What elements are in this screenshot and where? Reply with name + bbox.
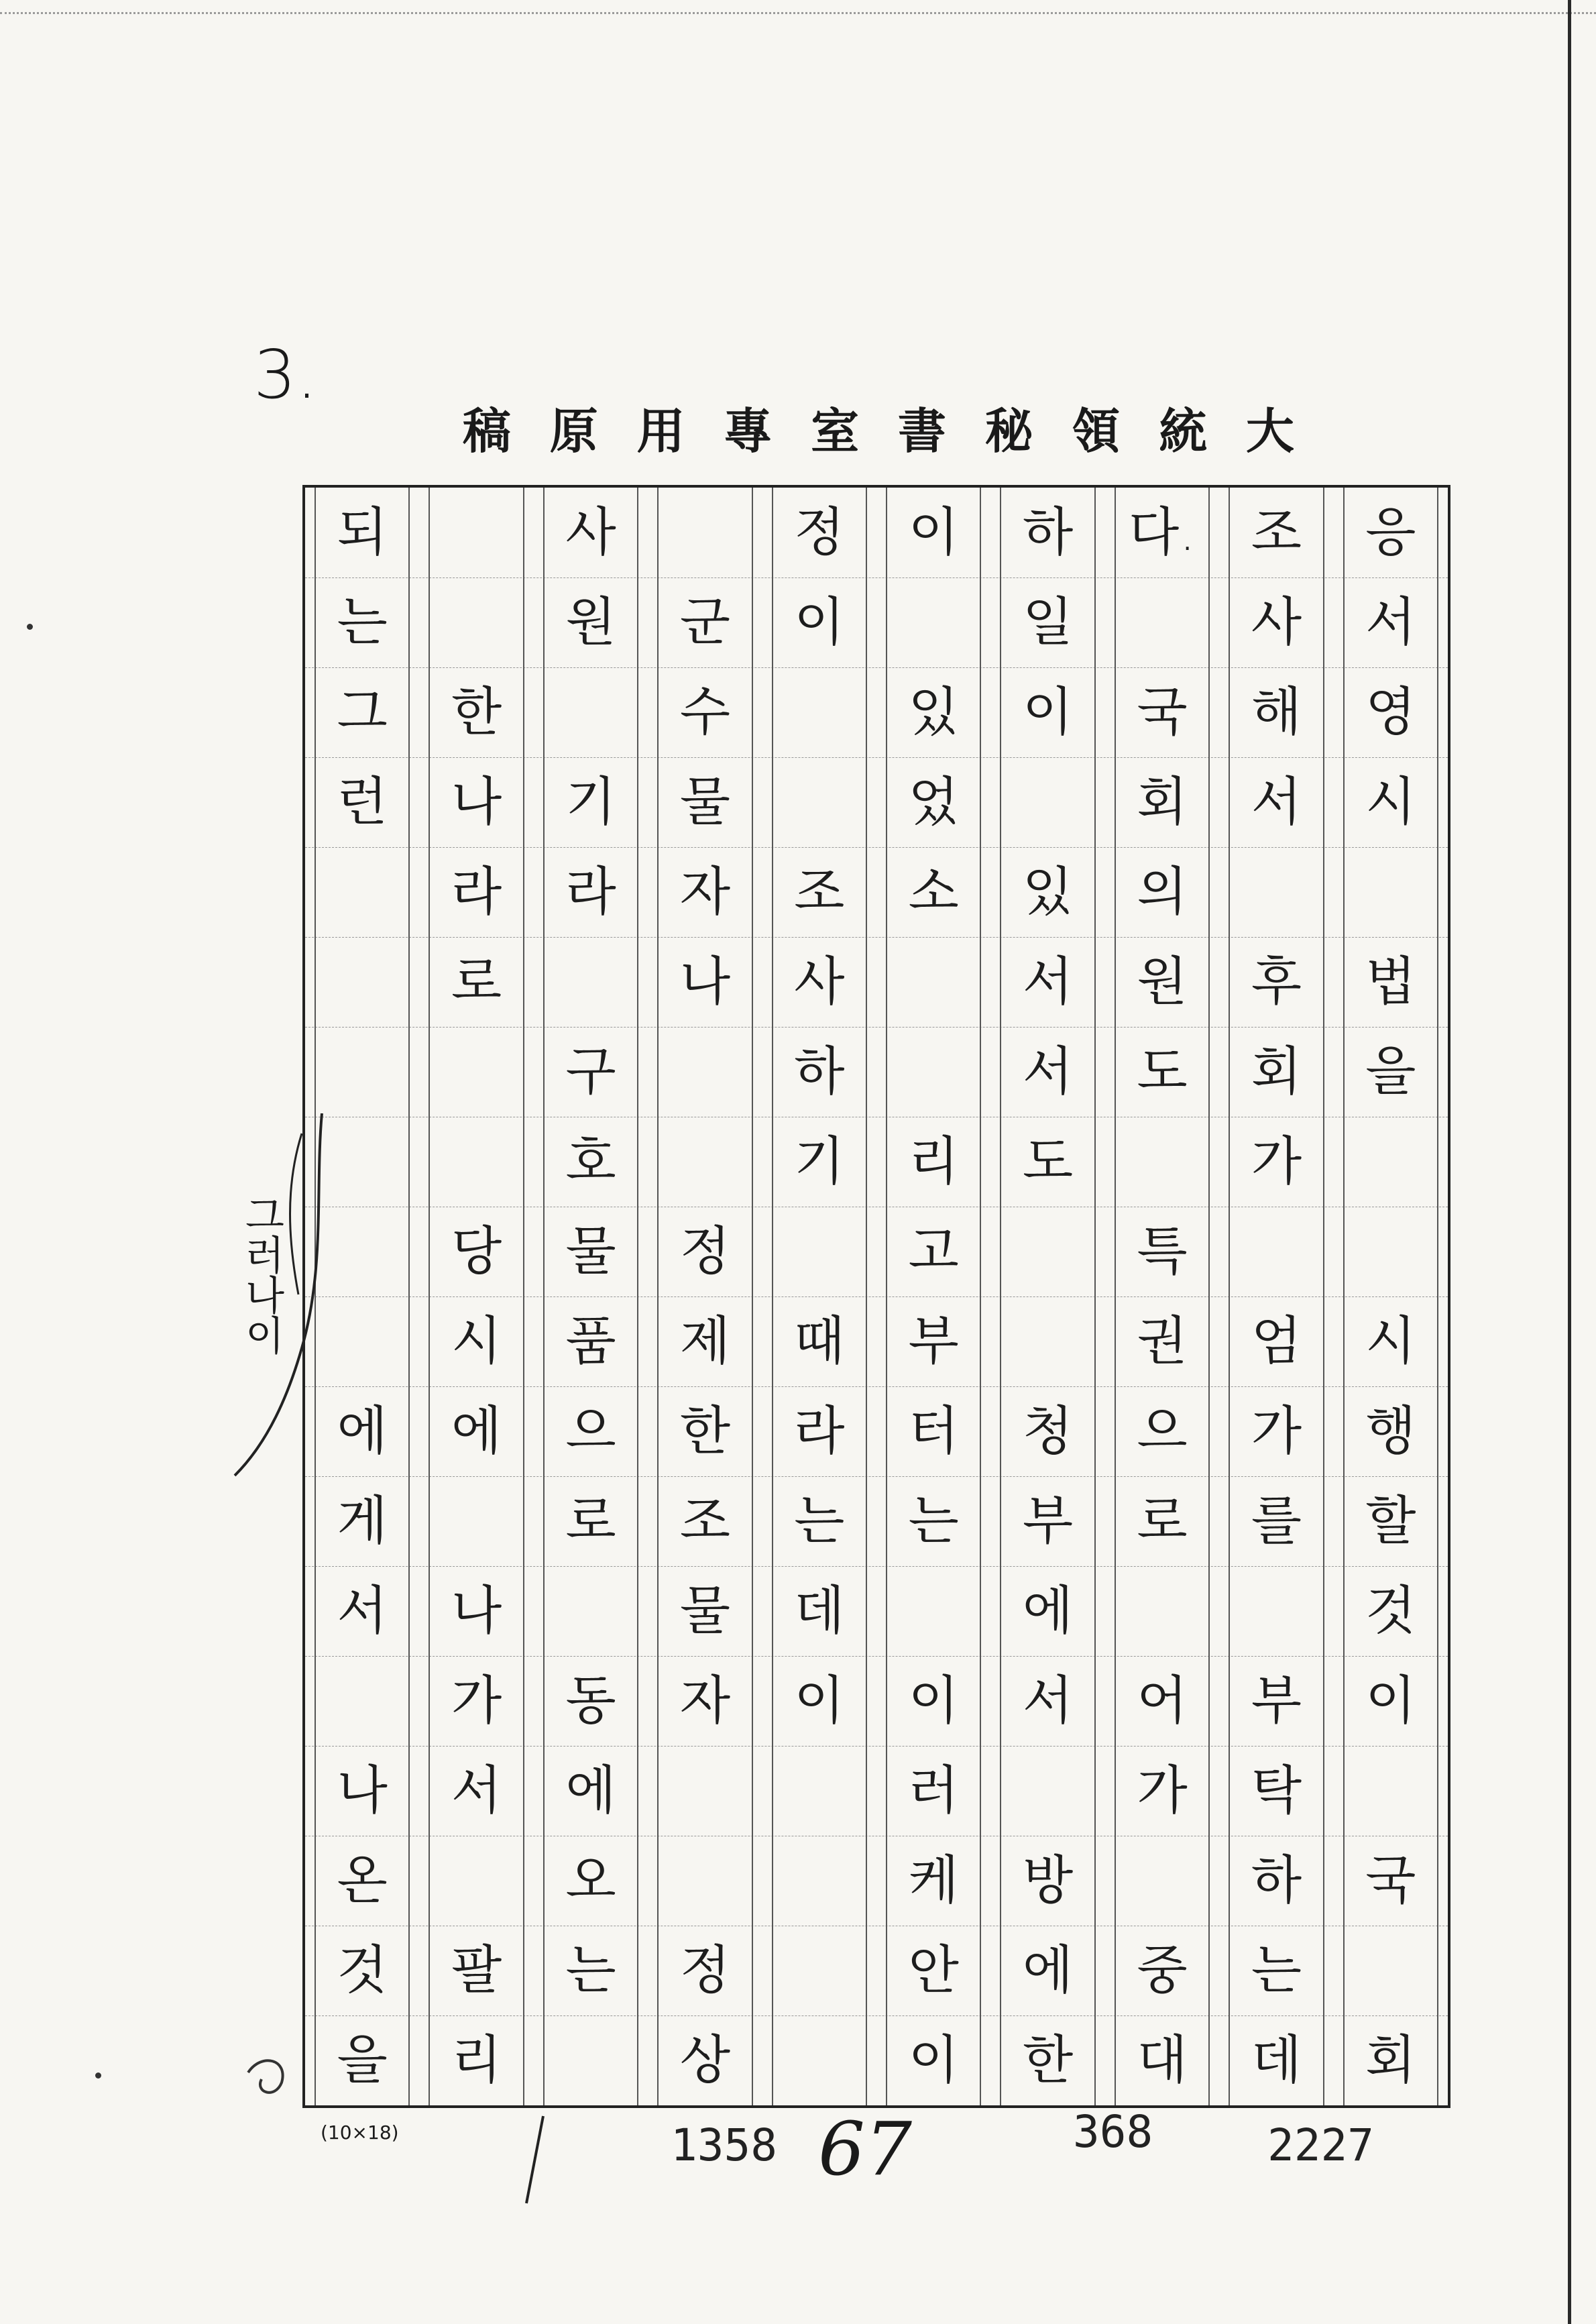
- manuscript-character: 엄: [1251, 1311, 1302, 1372]
- manuscript-character: 국: [1137, 682, 1188, 742]
- manuscript-character: 하: [794, 1042, 845, 1102]
- page-top-edge: [0, 12, 1596, 14]
- manuscript-character: 방: [1022, 1850, 1074, 1911]
- manuscript-character: 구: [565, 1042, 616, 1102]
- manuscript-character: 리: [908, 1131, 959, 1192]
- manuscript-character: 수: [679, 682, 731, 742]
- header-title-char: 大: [1245, 402, 1314, 459]
- manuscript-character: 로: [565, 1491, 616, 1551]
- manuscript-character: 한: [1022, 2030, 1074, 2091]
- manuscript-character: 에: [451, 1401, 502, 1461]
- header-title-char: 書: [897, 402, 966, 459]
- manuscript-character: 이: [908, 2030, 959, 2091]
- manuscript-character: 시: [451, 1311, 502, 1372]
- manuscript-character: 당: [451, 1221, 502, 1282]
- speck: [27, 624, 33, 630]
- manuscript-character: 회: [1251, 1042, 1302, 1102]
- manuscript-character: 팔: [451, 1940, 502, 2001]
- header-title: [463, 392, 1314, 462]
- margin-annotation-line: [221, 1107, 329, 1482]
- manuscript-character: 부: [1022, 1491, 1074, 1551]
- manuscript-character: 법: [1365, 952, 1416, 1012]
- stamp-number-1: 1358: [671, 2119, 777, 2171]
- manuscript-character: 나: [337, 1761, 388, 1821]
- manuscript-character: 물: [679, 772, 731, 832]
- manuscript-character: 되: [337, 502, 388, 563]
- manuscript-character: 으: [565, 1401, 616, 1461]
- header-title-char: 稿: [463, 402, 532, 459]
- manuscript-character: 조: [679, 1491, 731, 1551]
- manuscript-character: 는: [908, 1491, 959, 1551]
- manuscript-character: 자: [679, 1671, 731, 1731]
- manuscript-character: 부: [1251, 1671, 1302, 1731]
- manuscript-character: 라: [565, 862, 616, 922]
- header-title-char: 秘: [984, 402, 1053, 459]
- margin-note: 그러나이: [238, 1194, 285, 1355]
- manuscript-character: 하: [1022, 502, 1074, 563]
- speck: [95, 2072, 101, 2079]
- manuscript-character: 가: [1137, 1761, 1188, 1821]
- manuscript-character: 상: [679, 2030, 731, 2091]
- manuscript-character: 다.: [1128, 502, 1196, 563]
- manuscript-character: 있: [908, 682, 959, 742]
- page-number: 3.: [253, 335, 318, 414]
- header-title-char: 原: [549, 402, 618, 459]
- manuscript-character: 권: [1137, 1311, 1188, 1372]
- manuscript-character: 도: [1137, 1042, 1188, 1102]
- manuscript-character: 케: [908, 1850, 959, 1911]
- manuscript-character: 이: [1365, 1671, 1416, 1731]
- manuscript-character: 나: [451, 1581, 502, 1641]
- manuscript-character: 사: [794, 952, 845, 1012]
- manuscript-character: 국: [1365, 1850, 1416, 1911]
- manuscript-character: 었: [908, 772, 959, 832]
- manuscript-character: 청: [1022, 1401, 1074, 1461]
- manuscript-character: 으: [1137, 1401, 1188, 1461]
- manuscript-character: 리: [451, 2030, 502, 2091]
- manuscript-character: 에: [1022, 1940, 1074, 2001]
- manuscript-character: 는: [337, 592, 388, 653]
- manuscript-character: 오: [565, 1850, 616, 1911]
- manuscript-character: 나: [679, 952, 731, 1012]
- manuscript-character: 서: [1251, 772, 1302, 832]
- manuscript-character: 는: [565, 1940, 616, 2001]
- manuscript-character: 정: [679, 1940, 731, 2001]
- manuscript-character: 가: [1251, 1131, 1302, 1192]
- manuscript-character: 에: [1022, 1581, 1074, 1641]
- manuscript-character: 할: [1365, 1491, 1416, 1551]
- bottom-left-scribble: [241, 2046, 322, 2106]
- manuscript-character: 로: [451, 952, 502, 1012]
- manuscript-character: 대: [1137, 2030, 1188, 2091]
- manuscript-character: 도: [1022, 1131, 1074, 1192]
- manuscript-character: 라: [794, 1401, 845, 1461]
- manuscript-character: 것: [337, 1940, 388, 2001]
- manuscript-character: 조: [794, 862, 845, 922]
- manuscript-character: 한: [451, 682, 502, 742]
- header-title-char: 室: [811, 402, 880, 459]
- manuscript-character: 이: [794, 592, 845, 653]
- manuscript-character: 한: [679, 1401, 731, 1461]
- manuscript-character: 기: [794, 1131, 845, 1192]
- manuscript-character: 고: [908, 1221, 959, 1282]
- manuscript-character: 가: [1251, 1401, 1302, 1461]
- manuscript-character: 데: [794, 1581, 845, 1641]
- stamp-number-2: 368: [1073, 2106, 1153, 2158]
- manuscript-character: 런: [337, 772, 388, 832]
- manuscript-character: 서: [1365, 592, 1416, 653]
- manuscript-character: 회: [1137, 772, 1188, 832]
- manuscript-grid: [302, 485, 1450, 2108]
- manuscript-character: 시: [1365, 1311, 1416, 1372]
- manuscript-character: 가: [451, 1671, 502, 1731]
- manuscript-character: 서: [1022, 1042, 1074, 1102]
- manuscript-character: 해: [1251, 682, 1302, 742]
- manuscript-character: 조: [1251, 502, 1302, 563]
- manuscript-character: 그: [337, 682, 388, 742]
- manuscript-character: 에: [337, 1401, 388, 1461]
- manuscript-character: 행: [1365, 1401, 1416, 1461]
- footer-spec: (10×18): [321, 2121, 399, 2144]
- manuscript-character: 로: [1137, 1491, 1188, 1551]
- manuscript-character: 를: [1251, 1491, 1302, 1551]
- manuscript-character: 기: [565, 772, 616, 832]
- manuscript-character: 군: [679, 592, 731, 653]
- manuscript-character: 러: [908, 1761, 959, 1821]
- manuscript-character: 온: [337, 1850, 388, 1911]
- manuscript-character: 안: [908, 1940, 959, 2001]
- manuscript-character: 부: [908, 1311, 959, 1372]
- manuscript-character: 을: [1365, 1042, 1416, 1102]
- manuscript-character: 탁: [1251, 1761, 1302, 1821]
- bottom-stroke: [516, 2113, 557, 2207]
- manuscript-character: 어: [1137, 1671, 1188, 1731]
- manuscript-column: [772, 488, 867, 2105]
- manuscript-character: 이: [794, 1671, 845, 1731]
- manuscript-character: 특: [1137, 1221, 1188, 1282]
- manuscript-character: 사: [1251, 592, 1302, 653]
- page-right-edge: [1568, 0, 1571, 2324]
- manuscript-character: 이: [908, 1671, 959, 1731]
- manuscript-character: 서: [1022, 952, 1074, 1012]
- manuscript-character: 사: [565, 502, 616, 563]
- manuscript-character: 호: [565, 1131, 616, 1192]
- manuscript-character: 중: [1137, 1940, 1188, 2001]
- header-title-char: 統: [1159, 402, 1228, 459]
- manuscript-character: 라: [451, 862, 502, 922]
- manuscript-character: 원: [1137, 952, 1188, 1012]
- manuscript-character: 을: [337, 2030, 388, 2091]
- manuscript-character: 의: [1137, 862, 1188, 922]
- manuscript-character: 소: [908, 862, 959, 922]
- manuscript-character: 서: [337, 1581, 388, 1641]
- manuscript-character: 품: [565, 1311, 616, 1372]
- manuscript-character: 정: [794, 502, 845, 563]
- manuscript-character: 는: [794, 1491, 845, 1551]
- manuscript-character: 물: [679, 1581, 731, 1641]
- manuscript-character: 게: [337, 1491, 388, 1551]
- manuscript-character: 정: [679, 1221, 731, 1282]
- manuscript-character: 이: [1022, 682, 1074, 742]
- manuscript-character: 는: [1251, 1940, 1302, 2001]
- manuscript-character: 나: [451, 772, 502, 832]
- manuscript-character: 동: [565, 1671, 616, 1731]
- manuscript-character: 후: [1251, 952, 1302, 1012]
- manuscript-character: 때: [794, 1311, 845, 1372]
- header-title-char: 領: [1072, 402, 1141, 459]
- manuscript-character: 것: [1365, 1581, 1416, 1641]
- header-title-char: 專: [724, 402, 793, 459]
- manuscript-character: 이: [908, 502, 959, 563]
- stamp-number-3: 2227: [1267, 2119, 1374, 2171]
- manuscript-character: 데: [1251, 2030, 1302, 2091]
- manuscript-character: 회: [1365, 2030, 1416, 2091]
- manuscript-character: 응: [1365, 502, 1416, 563]
- manuscript-character: 하: [1251, 1850, 1302, 1911]
- manuscript-character: 서: [451, 1761, 502, 1821]
- manuscript-character: 에: [565, 1761, 616, 1821]
- manuscript-character: 서: [1022, 1671, 1074, 1731]
- manuscript-character: 영: [1365, 682, 1416, 742]
- manuscript-character: 자: [679, 862, 731, 922]
- handwritten-page-number: 67: [818, 2106, 912, 2192]
- manuscript-character: 일: [1022, 592, 1074, 653]
- manuscript-character: 원: [565, 592, 616, 653]
- manuscript-character: 시: [1365, 772, 1416, 832]
- manuscript-character: 제: [679, 1311, 731, 1372]
- manuscript-character: 터: [908, 1401, 959, 1461]
- manuscript-character: 있: [1022, 862, 1074, 922]
- manuscript-character: 물: [565, 1221, 616, 1282]
- header-title-char: 用: [636, 402, 705, 459]
